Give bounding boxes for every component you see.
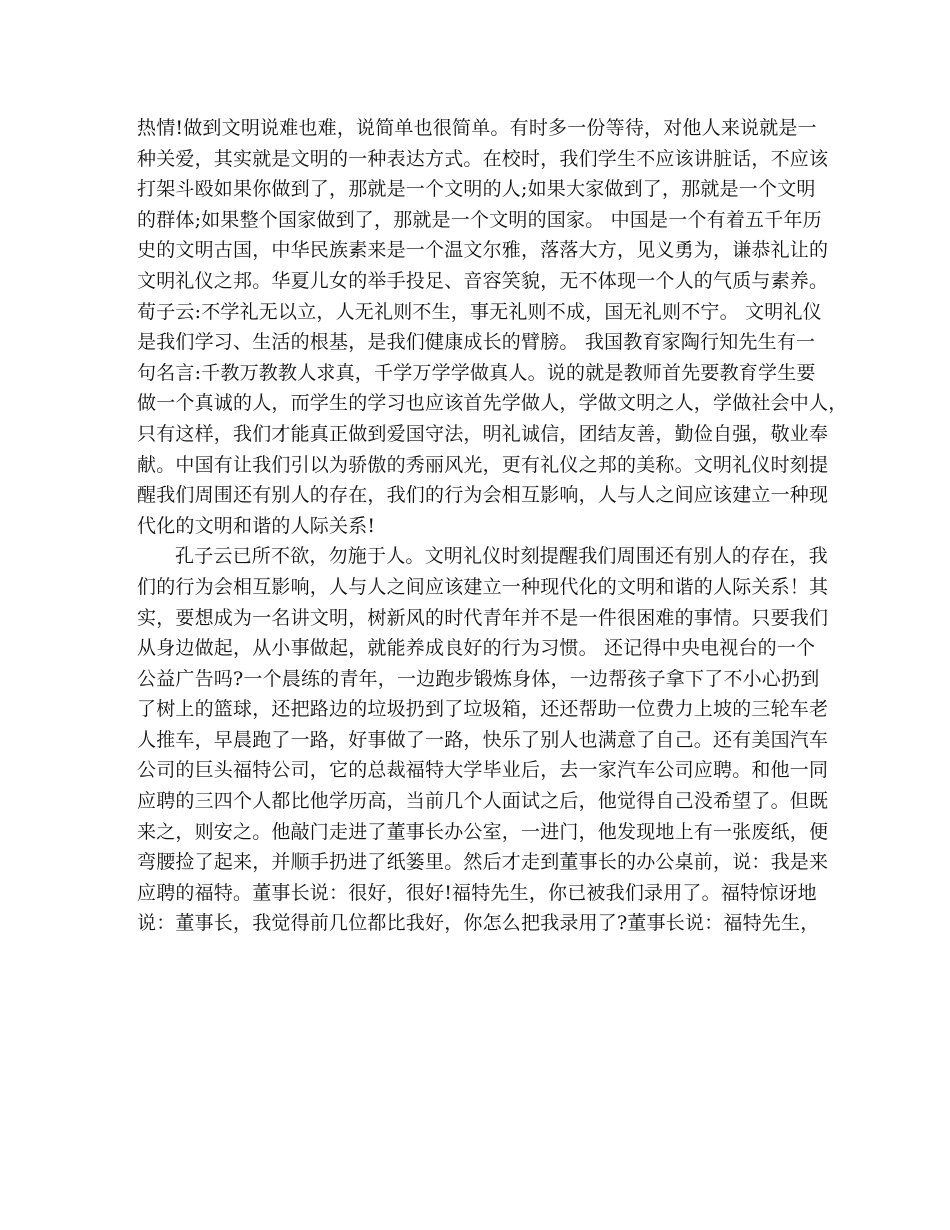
text-line: 做一个真诚的人，而学生的学习也应该首先学做人，学做文明之人，学做社会中人， <box>137 392 848 415</box>
text-line: 的群体;如果整个国家做到了，那就是一个文明的国家。 中国是一个有着五千年历 <box>137 208 822 231</box>
text-line: 公司的巨头福特公司，它的总裁福特大学毕业后，去一家汽车公司应聘。和他一同 <box>137 759 829 782</box>
text-line: 弯腰捡了起来，并顺手扔进了纸篓里。然后才走到董事长的办公桌前，说：我是来 <box>137 851 829 874</box>
text-line: 人推车，早晨跑了一路，好事做了一路，快乐了别人也满意了自己。还有美国汽车 <box>137 728 829 751</box>
text-line: 文明礼仪之邦。华夏儿女的举手投足、音容笑貌，无不体现一个人的气质与素养。 <box>137 269 829 292</box>
text-line: 荀子云:不学礼无以立，人无礼则不生，事无礼则不成，国无礼则不宁。 文明礼仪 <box>137 300 822 323</box>
text-line: 是我们学习、生活的根基，是我们健康成长的臂膀。 我国教育家陶行知先生有一 <box>137 331 816 354</box>
text-line: 公益广告吗?一个晨练的青年，一边跑步锻炼身体，一边帮孩子拿下了不小心扔到 <box>137 667 820 690</box>
text-line: 应聘的三四个人都比他学历高，当前几个人面试之后，他觉得自己没希望了。但既 <box>137 790 829 813</box>
body-text <box>137 113 848 939</box>
text-line: 实，要想成为一名讲文明，树新风的时代青年并不是一件很困难的事情。只要我们 <box>137 606 829 629</box>
text-line: 热情!做到文明说难也难，说简单也很简单。有时多一份等待，对他人来说就是一 <box>137 117 817 139</box>
text-line: 代化的文明和谐的人际关系! <box>137 514 376 537</box>
text-line: 说：董事长，我觉得前几位都比我好，你怎么把我录用了?董事长说：福特先生， <box>137 912 820 935</box>
text-line: 种关爱，其实就是文明的一种表达方式。在校时，我们学生不应该讲脏话，不应该 <box>137 147 829 170</box>
text-line: 应聘的福特。董事长说：很好，很好!福特先生，你已被我们录用了。福特惊讶地 <box>137 881 817 904</box>
paragraph-first-line: 孔子云已所不欲，勿施于人。文明礼仪时刻提醒我们周围还有别人的存在，我 <box>175 545 828 568</box>
text-line: 醒我们周围还有别人的存在，我们的行为会相互影响，人与人之间应该建立一种现 <box>137 484 829 507</box>
text-line: 句名言:千教万教教人求真，千学万学学做真人。说的就是教师首先要教育学生要 <box>137 361 816 384</box>
text-line: 来之，则安之。他敲门走进了董事长办公室，一进门，他发现地上有一张废纸，便 <box>137 820 829 843</box>
text-line: 献。中国有让我们引以为骄傲的秀丽风光，更有礼仪之邦的美称。文明礼仪时刻提 <box>137 453 829 476</box>
text-line: 打架斗殴如果你做到了，那就是一个文明的人;如果大家做到了，那就是一个文明 <box>137 178 816 201</box>
text-line: 只有这样，我们才能真正做到爱国守法，明礼诚信，团结友善，勤俭自强，敬业奉 <box>137 422 829 445</box>
text-line: 们的行为会相互影响，人与人之间应该建立一种现代化的文明和谐的人际关系！其 <box>137 575 829 598</box>
text-line: 从身边做起，从小事做起，就能养成良好的行为习惯。 还记得中央电视台的一个 <box>137 637 816 660</box>
text-line: 了树上的篮球，还把路边的垃圾扔到了垃圾箱，还还帮助一位费力上坡的三轮车老 <box>137 698 829 721</box>
text-line: 史的文明古国，中华民族素来是一个温文尔雅，落落大方，见义勇为，谦恭礼让的 <box>137 239 829 262</box>
